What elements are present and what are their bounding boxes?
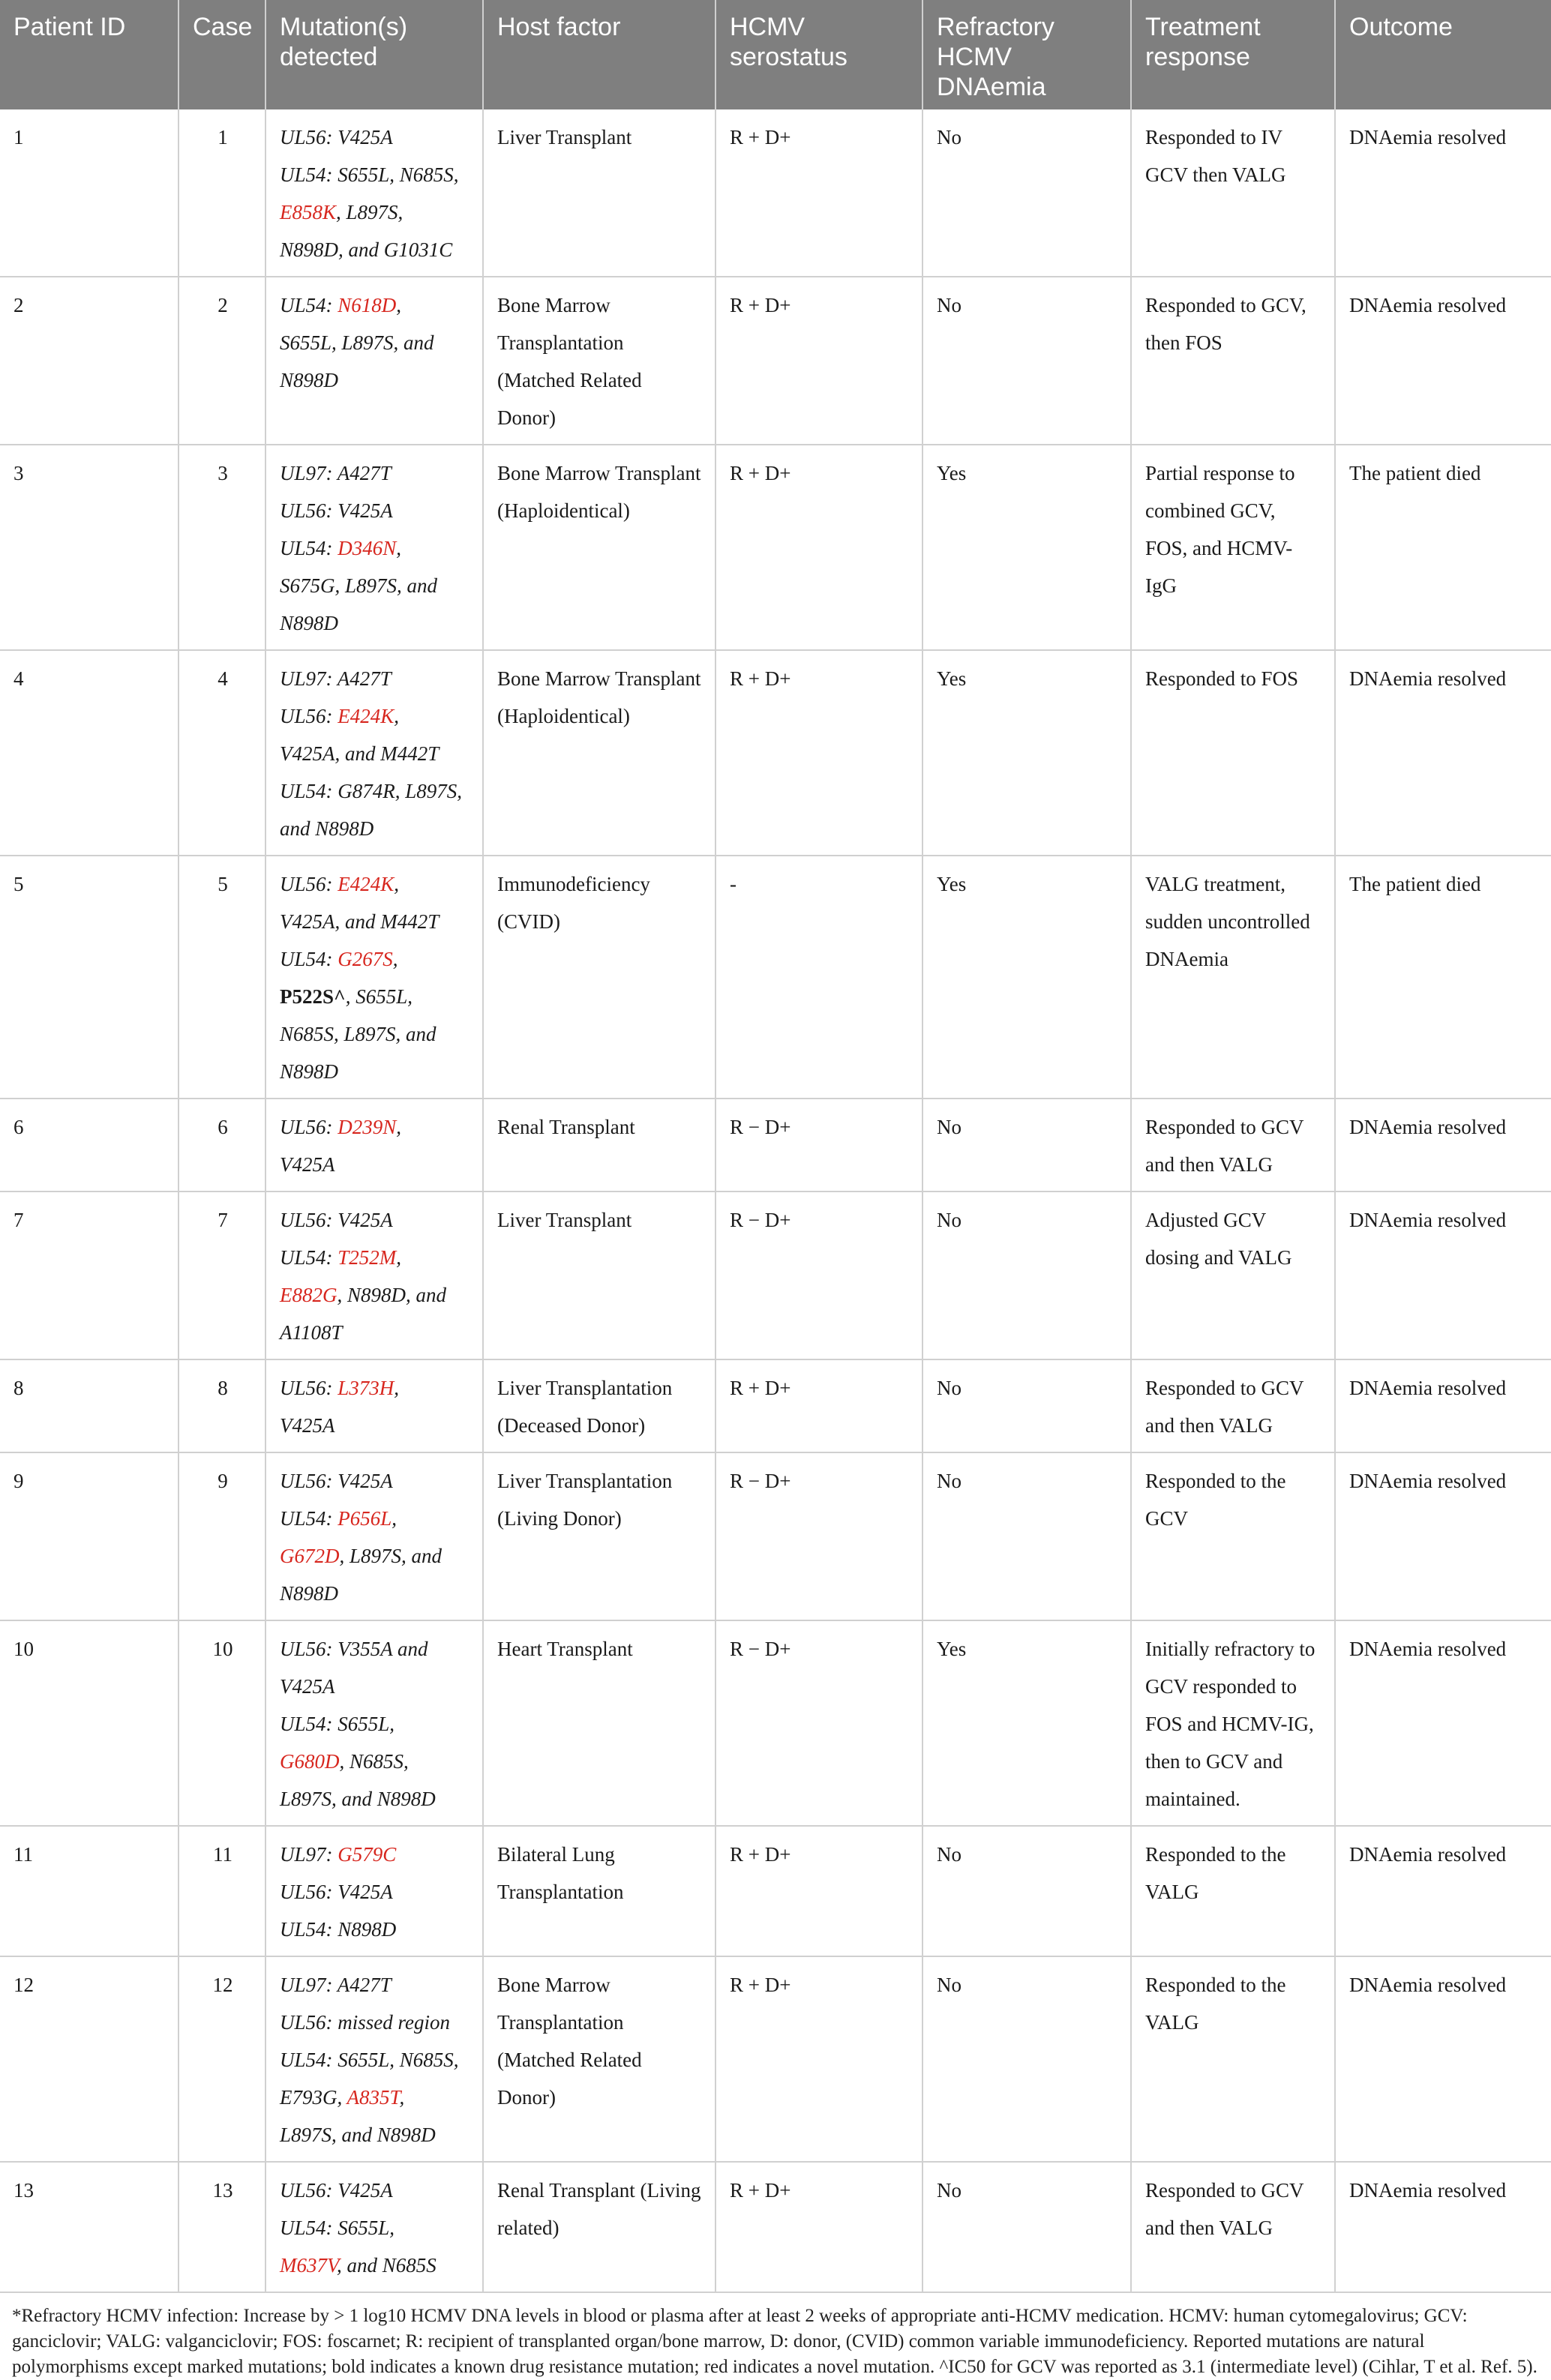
mutation-text: N898D, and G1031C [280,238,453,261]
refractory-cell: No [922,1452,1131,1620]
mutation-line [280,940,470,978]
mutation-line [280,1407,470,1444]
header-case: Case [178,0,266,109]
mutation-line [280,492,470,529]
serostatus-cell: R + D+ [716,445,922,650]
patient-id-cell: 4 [0,650,178,856]
novel-mutation: L373H [338,1377,394,1399]
mutation-text: UL56: [280,873,338,895]
serostatus-cell: R − D+ [716,1191,922,1359]
patient-id-cell: 2 [0,277,178,445]
mutation-text: UL56: V425A [280,1209,393,1231]
mutations-cell [266,445,483,650]
mutation-text: , [394,705,400,727]
mutation-line [280,2079,470,2116]
treatment-cell: Responded to GCV and then VALG [1131,1359,1335,1452]
mutations-cell [266,1452,483,1620]
outcome-cell: DNAemia resolved [1335,1826,1551,1956]
treatment-cell: Responded to the VALG [1131,1826,1335,1956]
novel-mutation: M637V [280,2254,338,2277]
table-footnote: *Refractory HCMV infection: Increase by > 1 log10 HCMV DNA levels in blood or plasma after at least 2 weeks of appropriate anti-HCMV medication. HCMV: human cytomegalovirus; GCV: ganciclovir; VALG: valganciclovir; FOS: foscarnet; R: recipient of transplanted organ/bone marrow, D: donor, (CVID) common variable immunodeficiency. Reported mutations are natural polymorphisms except marked mutations; bold indicates a known drug resistance mutation; red indicates a novel mutation. ^IC50 for GCV was reported as 3.1 (intermediate level) (Cihlar, T et al. Ref. 5). [12,2306,1538,2377]
host-factor-cell: Bone Marrow Transplantation (Matched Related Donor) [483,277,716,445]
serostatus-cell: R + D+ [716,650,922,856]
patient-id-cell: 1 [0,109,178,277]
mutation-text: S675G, L897S, and [280,574,438,597]
header-host-factor: Host factor [483,0,716,109]
mutations-cell [266,109,483,277]
mutation-text: UL54: S655L, N685S, [280,163,459,186]
mutation-text: UL54: S655L, [280,2217,395,2239]
outcome-cell: The patient died [1335,445,1551,650]
mutation-text: UL54: [280,948,338,970]
host-factor-cell: Liver Transplant [483,1191,716,1359]
novel-mutation: T252M [338,1246,397,1269]
host-factor-cell: Liver Transplantation (Living Donor) [483,1452,716,1620]
novel-mutation: G680D [280,1750,340,1773]
treatment-cell: VALG treatment, sudden uncontrolled DNAemia [1131,856,1335,1099]
mutation-line [280,772,470,810]
mutation-line [280,1314,470,1351]
case-cell: 5 [178,856,266,1099]
mutation-line [280,1500,470,1537]
novel-mutation: G672D [280,1545,340,1567]
refractory-cell: No [922,1956,1131,2162]
mutations-cell [266,1359,483,1452]
mutation-text: N898D [280,1582,339,1605]
novel-mutation: E858K [280,201,337,223]
table-row [0,1620,1551,1826]
mutation-line [280,810,470,847]
mutation-text: UL54: N898D [280,1918,397,1941]
mutation-line [280,454,470,492]
mutation-text: A1108T [280,1321,343,1344]
mutation-text: V425A [280,1153,335,1176]
mutation-text: UL56: V425A [280,126,393,148]
refractory-cell: No [922,1099,1131,1191]
mutation-line [280,2247,470,2284]
mutations-cell [266,1191,483,1359]
patient-id-cell: 6 [0,1099,178,1191]
mutation-text: V425A [280,1675,335,1698]
refractory-cell: Yes [922,445,1131,650]
mutation-line [280,1053,470,1090]
table-row [0,856,1551,1099]
patient-id-cell: 5 [0,856,178,1099]
mutation-text: N685S, L897S, and [280,1023,436,1045]
mutation-line [280,1239,470,1276]
mutations-cell [266,650,483,856]
mutation-text: , [394,1377,400,1399]
mutation-text: UL56: [280,1377,338,1399]
mutation-text: UL54: [280,537,338,559]
host-factor-cell: Immunodeficiency (CVID) [483,856,716,1099]
mutations-cell [266,856,483,1099]
mutation-text: UL54: [280,294,338,316]
mutation-text: L897S, and N898D [280,1788,436,1810]
mutation-text: , L897S, [336,201,404,223]
mutation-text: N898D [280,1060,339,1083]
mutation-text: L897S, and N898D [280,2124,436,2146]
host-factor-cell: Renal Transplant (Living related) [483,2162,716,2292]
serostatus-cell: - [716,856,922,1099]
mutation-line [280,660,470,697]
novel-mutation: N618D [338,294,397,316]
novel-mutation: D239N [338,1116,397,1138]
mutation-line [280,1873,470,1911]
treatment-cell: Responded to GCV, then FOS [1131,277,1335,445]
mutation-line [280,361,470,399]
host-factor-cell: Bone Marrow Transplant (Haploidentical) [483,445,716,650]
mutation-text: UL97: [280,1843,338,1866]
mutation-text: UL56: V425A [280,1881,393,1903]
serostatus-cell: R − D+ [716,1452,922,1620]
case-cell: 13 [178,2162,266,2292]
outcome-cell: DNAemia resolved [1335,1191,1551,1359]
serostatus-cell: R + D+ [716,1359,922,1452]
mutation-line [280,2041,470,2079]
mutation-text: , [396,1246,402,1269]
header-mutations: Mutation(s) detected [266,0,483,109]
host-factor-cell: Bone Marrow Transplantation (Matched Related Donor) [483,1956,716,2162]
mutation-text: E793G, [280,2086,347,2109]
header-treatment: Treatment response [1131,0,1335,109]
novel-mutation: E424K [338,705,394,727]
host-factor-cell: Liver Transplantation (Deceased Donor) [483,1359,716,1452]
outcome-cell: The patient died [1335,856,1551,1099]
patient-id-cell: 3 [0,445,178,650]
mutation-line [280,1276,470,1314]
case-cell: 1 [178,109,266,277]
mutation-line [280,286,470,324]
case-cell: 4 [178,650,266,856]
serostatus-cell: R − D+ [716,1099,922,1191]
mutation-line [280,156,470,193]
header-refractory: Refractory HCMV DNAemia [922,0,1131,109]
patient-id-cell: 8 [0,1359,178,1452]
mutation-text: , [396,1116,402,1138]
case-cell: 12 [178,1956,266,2162]
header-patient-id: Patient ID [0,0,178,109]
mutation-line [280,1780,470,1818]
mutation-text: V425A, and M442T [280,910,440,933]
mutation-line [280,697,470,735]
treatment-cell: Responded to the GCV [1131,1452,1335,1620]
mutations-cell [266,1620,483,1826]
table-row [0,109,1551,277]
patient-id-cell: 10 [0,1620,178,1826]
mutation-text: , [392,1507,398,1530]
host-factor-cell: Bilateral Lung Transplantation [483,1826,716,1956]
mutation-text: UL56: [280,1116,338,1138]
host-factor-cell: Renal Transplant [483,1099,716,1191]
mutations-cell [266,1826,483,1956]
outcome-cell: DNAemia resolved [1335,1956,1551,2162]
mutation-text: and N898D [280,817,374,840]
mutation-text: V425A [280,1414,335,1437]
mutation-text: V425A, and M442T [280,742,440,765]
refractory-cell: No [922,109,1131,277]
mutation-text: , [394,873,400,895]
case-cell: 7 [178,1191,266,1359]
patient-id-cell: 7 [0,1191,178,1359]
table-row [0,1452,1551,1620]
mutation-line [280,1462,470,1500]
mutation-text: , [399,2086,405,2109]
mutation-text: S655L, L897S, and [280,331,434,354]
outcome-cell: DNAemia resolved [1335,1099,1551,1191]
mutation-line [280,1369,470,1407]
case-cell: 11 [178,1826,266,1956]
novel-mutation: P656L [338,1507,392,1530]
case-cell: 10 [178,1620,266,1826]
mutation-line [280,865,470,903]
mutation-text: , N898D, and [337,1284,447,1306]
refractory-cell: No [922,277,1131,445]
mutations-cell [266,277,483,445]
treatment-cell: Responded to FOS [1131,650,1335,856]
serostatus-cell: R + D+ [716,277,922,445]
treatment-cell: Responded to GCV and then VALG [1131,2162,1335,2292]
mutation-text: UL56: V425A [280,2179,393,2202]
mutation-text: UL97: A427T [280,1974,392,1996]
mutation-line [280,1911,470,1948]
serostatus-cell: R + D+ [716,109,922,277]
header-row [0,0,1551,109]
treatment-cell: Responded to GCV and then VALG [1131,1099,1335,1191]
novel-mutation: D346N [338,537,397,559]
mutation-line [280,2116,470,2154]
mutation-line [280,1146,470,1183]
mutation-line [280,903,470,940]
refractory-cell: Yes [922,856,1131,1099]
mutation-line [280,2004,470,2041]
treatment-cell: Adjusted GCV dosing and VALG [1131,1191,1335,1359]
outcome-cell: DNAemia resolved [1335,1359,1551,1452]
refractory-cell: Yes [922,1620,1131,1826]
mutation-line [280,1668,470,1705]
header-outcome: Outcome [1335,0,1551,109]
table-row [0,277,1551,445]
patient-id-cell: 13 [0,2162,178,2292]
mutation-text: UL56: missed region [280,2011,450,2034]
outcome-cell: DNAemia resolved [1335,277,1551,445]
mutation-text: , and N685S [337,2254,436,2277]
case-cell: 3 [178,445,266,650]
serostatus-cell: R + D+ [716,2162,922,2292]
mutation-line [280,978,470,1015]
mutation-line [280,2209,470,2247]
table-row [0,1956,1551,2162]
mutation-line [280,1743,470,1780]
mutation-line [280,1108,470,1146]
mutation-text: , [396,294,402,316]
host-factor-cell: Heart Transplant [483,1620,716,1826]
table-row [0,445,1551,650]
outcome-cell: DNAemia resolved [1335,1620,1551,1826]
mutation-line [280,1575,470,1612]
mutation-text: UL54: [280,1246,338,1269]
table-row [0,1191,1551,1359]
case-cell: 2 [178,277,266,445]
mutation-line [280,2172,470,2209]
novel-mutation: E882G [280,1284,338,1306]
mutation-line [280,1966,470,2004]
case-cell: 9 [178,1452,266,1620]
mutation-text: , S655L, [345,985,412,1008]
table-row [0,650,1551,856]
mutation-text: UL56: V425A [280,1470,393,1492]
mutation-line [280,1015,470,1053]
mutation-text: UL54: S655L, N685S, [280,2049,459,2071]
treatment-cell: Responded to IV GCV then VALG [1131,109,1335,277]
mutation-line [280,1836,470,1873]
mutation-line [280,1705,470,1743]
mutation-text: UL54: G874R, L897S, [280,780,463,802]
mutation-line [280,1201,470,1239]
serostatus-cell: R − D+ [716,1620,922,1826]
mutation-line [280,567,470,604]
refractory-cell: Yes [922,650,1131,856]
mutations-cell [266,1956,483,2162]
patient-id-cell: 11 [0,1826,178,1956]
table-row [0,2162,1551,2292]
refractory-cell: No [922,2162,1131,2292]
mutation-line [280,193,470,231]
mutation-text: , [392,948,398,970]
mutation-text: UL97: A427T [280,462,392,484]
table-row [0,1359,1551,1452]
mutation-text: , [396,537,402,559]
outcome-cell: DNAemia resolved [1335,109,1551,277]
mutation-text: UL97: A427T [280,667,392,690]
header-serostatus: HCMV serostatus [716,0,922,109]
host-factor-cell: Liver Transplant [483,109,716,277]
patient-id-cell: 12 [0,1956,178,2162]
mutation-line [280,604,470,642]
novel-mutation: E424K [338,873,394,895]
mutation-text: , L897S, and [339,1545,442,1567]
mutation-text: UL56: V425A [280,499,393,522]
table-row [0,1826,1551,1956]
refractory-cell: No [922,1359,1131,1452]
novel-mutation: G267S [338,948,393,970]
mutation-text: UL56: V355A and [280,1638,428,1660]
novel-mutation: A835T [346,2086,400,2109]
table-row [0,1099,1551,1191]
mutation-text: , N685S, [339,1750,409,1773]
treatment-cell: Partial response to combined GCV, FOS, and HCMV-IgG [1131,445,1335,650]
outcome-cell: DNAemia resolved [1335,650,1551,856]
host-factor-cell: Bone Marrow Transplant (Haploidentical) [483,650,716,856]
serostatus-cell: R + D+ [716,1956,922,2162]
mutation-line [280,118,470,156]
mutations-cell [266,1099,483,1191]
mutation-text: UL54: [280,1507,338,1530]
known-resistance-mutation: P522S^ [280,985,346,1008]
treatment-cell: Initially refractory to GCV responded to FOS and HCMV-IG, then to GCV and maintained. [1131,1620,1335,1826]
outcome-cell: DNAemia resolved [1335,1452,1551,1620]
refractory-cell: No [922,1826,1131,1956]
mutation-text: N898D [280,369,339,391]
case-cell: 8 [178,1359,266,1452]
case-cell: 6 [178,1099,266,1191]
mutation-line [280,231,470,268]
treatment-cell: Responded to the VALG [1131,1956,1335,2162]
mutation-text: UL56: [280,705,338,727]
mutation-line [280,324,470,361]
mutation-line [280,529,470,567]
mutations-cell [266,2162,483,2292]
patient-id-cell: 9 [0,1452,178,1620]
novel-mutation: G579C [338,1843,397,1866]
mutation-line [280,735,470,772]
mutation-line [280,1630,470,1668]
outcome-cell: DNAemia resolved [1335,2162,1551,2292]
refractory-cell: No [922,1191,1131,1359]
mutation-line [280,1537,470,1575]
mutation-text: UL54: S655L, [280,1713,395,1735]
serostatus-cell: R + D+ [716,1826,922,1956]
mutation-text: N898D [280,612,339,634]
